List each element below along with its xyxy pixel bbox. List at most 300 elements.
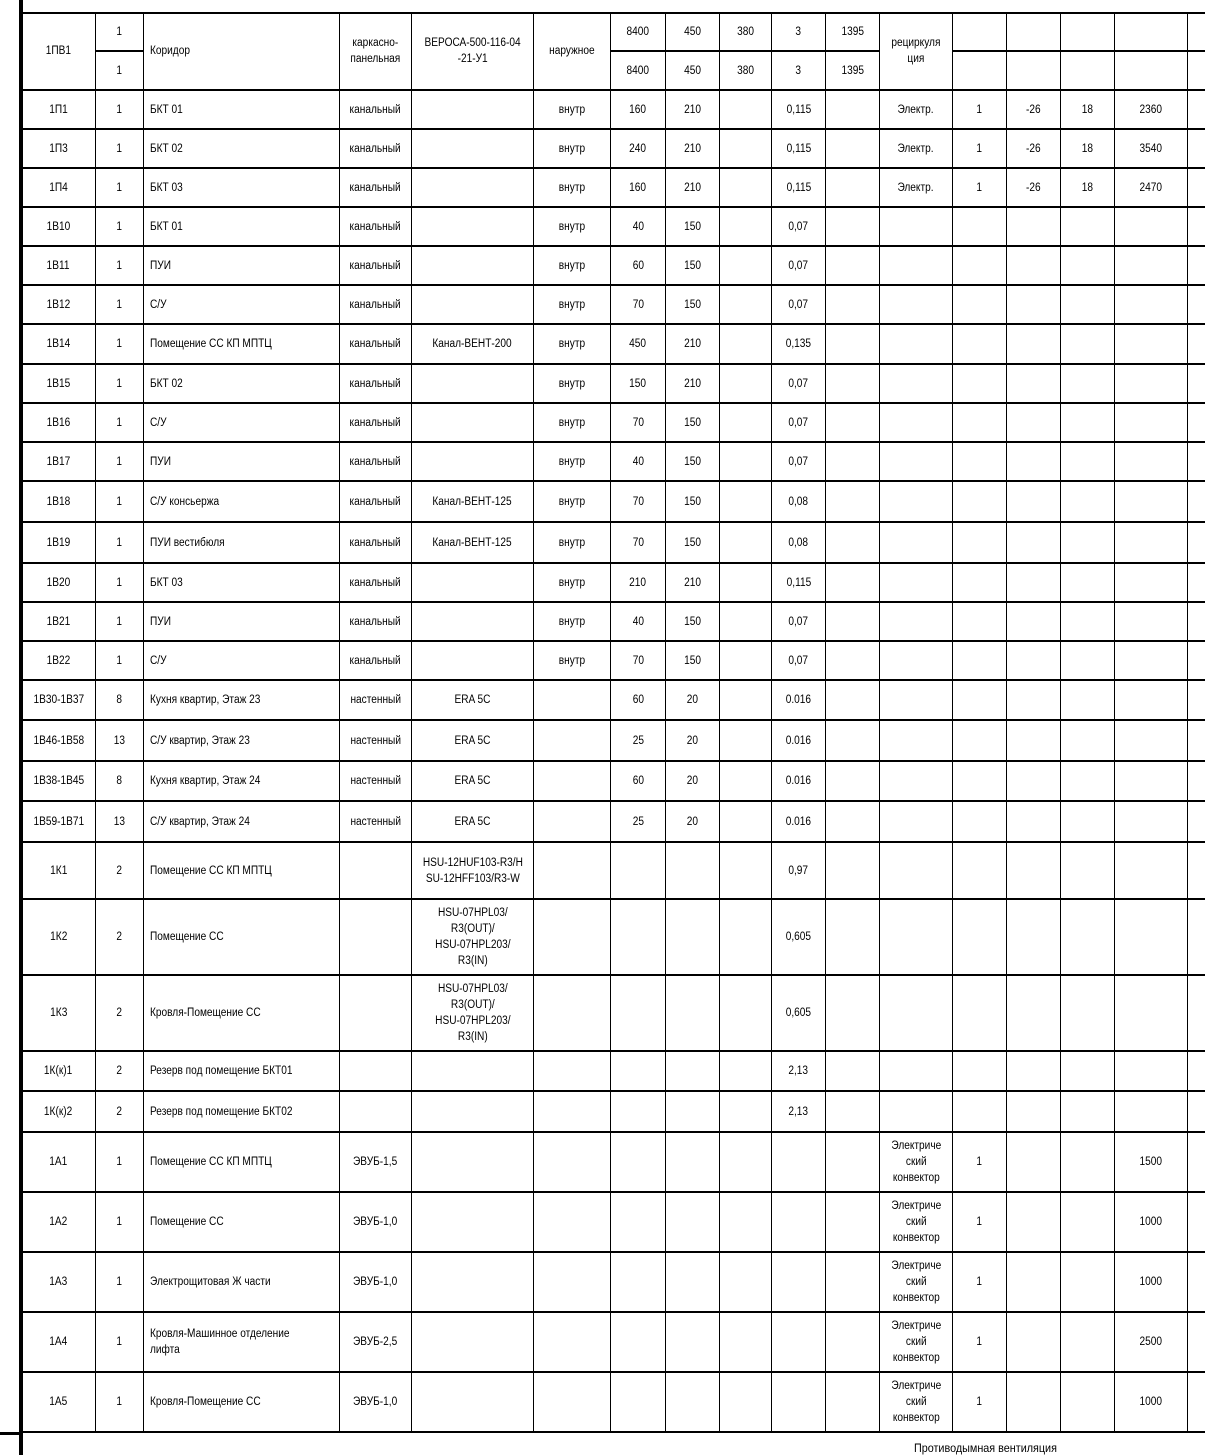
- cell-text: 1В30-1В37: [33, 694, 84, 706]
- cell-room: [144, 208, 340, 247]
- cell-c2: [666, 169, 720, 208]
- cell-qty: [96, 642, 144, 681]
- cell-id: [22, 130, 96, 169]
- cell-id: [22, 681, 96, 721]
- cell-text: 150: [684, 536, 701, 549]
- cell-heating: [880, 523, 953, 564]
- cell-text: канальный: [349, 338, 402, 350]
- cell-c2: [666, 13, 720, 52]
- cell-text: внутр: [558, 259, 586, 272]
- cell-text: ПУИ: [150, 615, 171, 628]
- cell-text: 1В14: [46, 338, 71, 350]
- cell-power: [1115, 247, 1188, 286]
- cell-room: [144, 443, 340, 482]
- cell-type: [340, 365, 412, 404]
- cell-heating: [880, 843, 953, 900]
- cell-extra: [1188, 130, 1205, 169]
- cell-room: [144, 325, 340, 365]
- cell-text: Электр.: [897, 103, 935, 116]
- cell-qty: [96, 843, 144, 900]
- cell-power: [1115, 286, 1188, 325]
- cell-heating: [880, 1313, 953, 1373]
- cell-t-in: [1061, 603, 1115, 642]
- cell-t-in: [1061, 642, 1115, 681]
- cell-model: [412, 208, 534, 247]
- cell-c5: [826, 13, 880, 52]
- cell-text: 18: [1081, 181, 1094, 194]
- cell-text: БКТ 01: [150, 103, 183, 116]
- cell-h-qty: [953, 13, 1007, 52]
- cell-c3: [720, 1092, 772, 1133]
- cell-text: 160: [629, 181, 647, 194]
- cell-text: 1В18: [46, 495, 71, 508]
- cell-text: 1А3: [49, 1276, 68, 1288]
- cell-qty: [96, 1052, 144, 1092]
- cell-c4: [772, 13, 826, 52]
- cell-text: 1П1: [49, 103, 68, 116]
- cell-c5: [826, 91, 880, 130]
- cell-text: Канал-ВЕНТ-200: [432, 338, 513, 350]
- cell-text: Помещение СС: [150, 931, 224, 943]
- cell-type: [340, 404, 412, 443]
- cell-c2: [666, 208, 720, 247]
- cell-id: [22, 1133, 96, 1193]
- cell-c3: [720, 564, 772, 603]
- cell-t-in: [1061, 208, 1115, 247]
- cell-id: [22, 443, 96, 482]
- cell-c1: [611, 1313, 666, 1373]
- cell-text: 70: [632, 416, 644, 429]
- cell-text: внутр: [558, 298, 586, 311]
- cell-id: [22, 286, 96, 325]
- cell-c5: [826, 1373, 880, 1433]
- cell-text: 0.016: [785, 815, 812, 828]
- cell-heating: [880, 286, 953, 325]
- cell-c5: [826, 762, 880, 802]
- cell-text: Электриче ский конвектор: [891, 1260, 941, 1304]
- cell-model: [412, 802, 534, 843]
- cell-extra: [1188, 208, 1205, 247]
- cell-c4: [772, 208, 826, 247]
- cell-heating: [880, 1193, 953, 1253]
- cell-qty: [96, 564, 144, 603]
- cell-model: [412, 169, 534, 208]
- cell-room: [144, 1193, 340, 1253]
- cell-id: [22, 325, 96, 365]
- cell-text: 0,07: [788, 259, 809, 272]
- cell-model: [412, 721, 534, 762]
- cell-c1: [611, 169, 666, 208]
- cell-h-qty: [953, 843, 1007, 900]
- cell-c2: [666, 564, 720, 603]
- cell-text: 0,115: [786, 576, 811, 589]
- cell-id: [22, 208, 96, 247]
- cell-text: 8400: [626, 25, 650, 38]
- cell-text: внутр: [558, 142, 586, 155]
- cell-text: 1395: [841, 25, 864, 38]
- cell-c4: [772, 1313, 826, 1373]
- cell-t-in: [1061, 1133, 1115, 1193]
- cell-t-in: [1061, 1052, 1115, 1092]
- cell-power: [1115, 642, 1188, 681]
- cell-text: наружное: [549, 45, 595, 57]
- cell-c4: [772, 900, 826, 976]
- cell-extra: [1188, 13, 1205, 52]
- cell-power: [1115, 325, 1188, 365]
- cell-h-qty: [953, 564, 1007, 603]
- cell-text: 1В16: [46, 416, 71, 429]
- cell-qty: [96, 482, 144, 523]
- cell-text: Электр.: [897, 142, 935, 155]
- cell-c4: [772, 762, 826, 802]
- cell-text: С/У квартир, Этаж 23: [150, 734, 250, 747]
- cell-text: 1В12: [46, 298, 71, 311]
- cell-text: 18: [1081, 142, 1094, 155]
- cell-text: канальный: [349, 103, 402, 116]
- cell-text: рециркуля ция: [891, 37, 941, 65]
- cell-c4: [772, 443, 826, 482]
- cell-c3: [720, 976, 772, 1052]
- cell-text: 0,07: [788, 455, 809, 468]
- cell-c2: [666, 762, 720, 802]
- cell-text: 450: [684, 25, 701, 38]
- cell-room: [144, 1253, 340, 1313]
- cell-c3: [720, 1133, 772, 1193]
- cell-text: ЭВУБ-2,5: [353, 1336, 398, 1348]
- cell-extra: [1188, 1253, 1205, 1313]
- cell-heating: [880, 404, 953, 443]
- cell-h-qty: [953, 286, 1007, 325]
- cell-c4: [772, 1133, 826, 1193]
- cell-c5: [826, 721, 880, 762]
- cell-text: настенный: [350, 815, 401, 828]
- cell-text: С/У консьержа: [150, 495, 220, 508]
- cell-c3: [720, 404, 772, 443]
- cell-text: 1: [116, 220, 123, 233]
- cell-text: 60: [632, 775, 644, 787]
- cell-text: 2500: [1139, 1336, 1163, 1348]
- cell-qty: [96, 13, 144, 52]
- cell-room: [144, 130, 340, 169]
- cell-c1: [611, 1133, 666, 1193]
- cell-text: канальный: [349, 416, 402, 429]
- cell-power: [1115, 169, 1188, 208]
- cell-text: 1500: [1139, 1156, 1163, 1168]
- cell-c2: [666, 365, 720, 404]
- cell-c4: [772, 91, 826, 130]
- cell-power: [1115, 1313, 1188, 1373]
- cell-c2: [666, 603, 720, 642]
- cell-c1: [611, 1193, 666, 1253]
- cell-c4: [772, 404, 826, 443]
- cell-c5: [826, 286, 880, 325]
- cell-text: 1В20: [46, 576, 71, 589]
- cell-type: [340, 169, 412, 208]
- cell-text: 240: [629, 142, 647, 155]
- cell-qty: [96, 130, 144, 169]
- cell-t-in: [1061, 1253, 1115, 1313]
- cell-text: 0,605: [785, 1007, 812, 1019]
- cell-heating: [880, 564, 953, 603]
- cell-c1: [611, 1253, 666, 1313]
- cell-c2: [666, 482, 720, 523]
- cell-t-in: [1061, 564, 1115, 603]
- cell-t-out: [1007, 642, 1061, 681]
- cell-c1: [611, 603, 666, 642]
- cell-text: 70: [632, 495, 644, 508]
- cell-text: 210: [684, 142, 701, 155]
- cell-text: 210: [684, 576, 701, 589]
- cell-text: 1: [116, 1336, 123, 1348]
- cell-c5: [826, 802, 880, 843]
- cell-power: [1115, 482, 1188, 523]
- cell-text: 2360: [1139, 103, 1163, 116]
- cell-c2: [666, 443, 720, 482]
- cell-text: 1: [976, 142, 983, 155]
- cell-extra: [1188, 325, 1205, 365]
- cell-heating: [880, 482, 953, 523]
- cell-type: [340, 208, 412, 247]
- cell-t-out: [1007, 843, 1061, 900]
- cell-qty: [96, 1193, 144, 1253]
- cell-c5: [826, 1313, 880, 1373]
- cell-text: 1В22: [46, 654, 71, 667]
- cell-text: -26: [1026, 103, 1041, 116]
- cell-text: HSU-12HUF103-R3/H SU-12HFF103/R3-W: [422, 856, 523, 885]
- cell-text: 2,13: [788, 1105, 809, 1118]
- cell-model: [412, 482, 534, 523]
- cell-t-out: [1007, 1373, 1061, 1433]
- cell-t-out: [1007, 721, 1061, 762]
- cell-t-in: [1061, 1193, 1115, 1253]
- cell-text: внутр: [558, 615, 586, 628]
- cell-location: [534, 1193, 611, 1253]
- cell-text: 20: [686, 775, 699, 787]
- cell-t-in: [1061, 443, 1115, 482]
- cell-model: [412, 1133, 534, 1193]
- cell-text: настенный: [350, 694, 401, 706]
- cell-model: [412, 1373, 534, 1433]
- cell-t-in: [1061, 1373, 1115, 1433]
- cell-c2: [666, 286, 720, 325]
- cell-c1: [611, 52, 666, 91]
- cell-text: 1: [116, 495, 123, 508]
- cell-qty: [96, 523, 144, 564]
- cell-location: [534, 365, 611, 404]
- cell-c2: [666, 1133, 720, 1193]
- cell-location: [534, 443, 611, 482]
- cell-text: Кровля-Машинное отделение лифта: [150, 1328, 290, 1356]
- cell-extra: [1188, 564, 1205, 603]
- cell-c5: [826, 443, 880, 482]
- cell-text: каркасно- панельная: [350, 37, 401, 65]
- cell-qty: [96, 802, 144, 843]
- cell-id: [22, 564, 96, 603]
- cell-t-out: [1007, 247, 1061, 286]
- cell-t-out: [1007, 1052, 1061, 1092]
- cell-c5: [826, 247, 880, 286]
- cell-type: [340, 1313, 412, 1373]
- cell-c4: [772, 286, 826, 325]
- cell-t-in: [1061, 762, 1115, 802]
- cell-t-out: [1007, 762, 1061, 802]
- cell-text: 3: [795, 64, 802, 77]
- cell-text: канальный: [349, 220, 402, 233]
- cell-type: [340, 843, 412, 900]
- cell-h-qty: [953, 976, 1007, 1052]
- cell-text: канальный: [349, 298, 402, 311]
- cell-text: 1К3: [49, 1007, 68, 1019]
- cell-extra: [1188, 1092, 1205, 1133]
- cell-room: [144, 286, 340, 325]
- cell-text: 1395: [841, 64, 864, 77]
- cell-c4: [772, 1373, 826, 1433]
- cell-t-in: [1061, 325, 1115, 365]
- cell-c5: [826, 169, 880, 208]
- cell-text: 1000: [1139, 1276, 1163, 1288]
- cell-location: [534, 404, 611, 443]
- cell-id: [22, 91, 96, 130]
- cell-extra: [1188, 404, 1205, 443]
- cell-text: 20: [686, 815, 699, 828]
- cell-room: [144, 1092, 340, 1133]
- cell-location: [534, 91, 611, 130]
- cell-room: [144, 365, 340, 404]
- cell-text: 1: [976, 1156, 983, 1168]
- cell-location: [534, 681, 611, 721]
- cell-qty: [96, 1092, 144, 1133]
- cell-c4: [772, 325, 826, 365]
- cell-text: 2: [116, 1007, 123, 1019]
- cell-text: Кухня квартир, Этаж 23: [150, 694, 261, 706]
- cell-room: [144, 762, 340, 802]
- cell-heating: [880, 681, 953, 721]
- cell-model: [412, 365, 534, 404]
- cell-h-qty: [953, 762, 1007, 802]
- cell-c4: [772, 523, 826, 564]
- cell-text: 450: [684, 64, 701, 77]
- cell-text: ЭВУБ-1,0: [353, 1396, 398, 1408]
- cell-text: 2: [116, 1105, 123, 1118]
- cell-room: [144, 1313, 340, 1373]
- cell-text: БКТ 02: [150, 142, 183, 155]
- cell-t-in: [1061, 247, 1115, 286]
- cell-extra: [1188, 286, 1205, 325]
- cell-power: [1115, 1253, 1188, 1313]
- cell-text: 1В46-1В58: [33, 734, 84, 747]
- cell-room: [144, 404, 340, 443]
- cell-text: внутр: [558, 455, 586, 468]
- cell-power: [1115, 900, 1188, 976]
- cell-c2: [666, 404, 720, 443]
- cell-location: [534, 325, 611, 365]
- cell-text: 20: [686, 734, 699, 747]
- cell-text: 1: [116, 1156, 123, 1168]
- cell-power: [1115, 1133, 1188, 1193]
- cell-c1: [611, 13, 666, 52]
- cell-text: внутр: [558, 103, 586, 116]
- cell-h-qty: [953, 91, 1007, 130]
- cell-id: [22, 482, 96, 523]
- cell-c2: [666, 325, 720, 365]
- cell-text: настенный: [350, 734, 401, 747]
- cell-room: [144, 91, 340, 130]
- cell-text: БКТ 03: [150, 181, 183, 194]
- cell-text: ЭВУБ-1,0: [353, 1276, 398, 1288]
- cell-room: [144, 523, 340, 564]
- cell-c5: [826, 681, 880, 721]
- section-caption: Противодымная вентиляция: [913, 1441, 1057, 1455]
- cell-qty: [96, 365, 144, 404]
- cell-t-in: [1061, 900, 1115, 976]
- cell-text: 13: [113, 815, 126, 828]
- cell-text: 0,115: [786, 142, 811, 155]
- cell-type: [340, 900, 412, 976]
- cell-c3: [720, 721, 772, 762]
- cell-text: Канал-ВЕНТ-125: [432, 495, 513, 508]
- cell-text: 150: [684, 455, 701, 468]
- cell-type: [340, 523, 412, 564]
- cell-t-out: [1007, 1092, 1061, 1133]
- cell-model: [412, 900, 534, 976]
- cell-text: Канал-ВЕНТ-125: [432, 536, 513, 549]
- cell-location: [534, 564, 611, 603]
- cell-c5: [826, 843, 880, 900]
- cell-extra: [1188, 1313, 1205, 1373]
- cell-t-in: [1061, 13, 1115, 52]
- cell-power: [1115, 208, 1188, 247]
- cell-text: 1А5: [49, 1396, 68, 1408]
- cell-heating: [880, 642, 953, 681]
- cell-c1: [611, 443, 666, 482]
- cell-model: [412, 603, 534, 642]
- cell-model: [412, 564, 534, 603]
- cell-model: [412, 1253, 534, 1313]
- cell-text: 2: [116, 1065, 123, 1077]
- cell-text: -26: [1026, 142, 1041, 155]
- cell-location: [534, 1052, 611, 1092]
- cell-power: [1115, 52, 1188, 91]
- cell-location: [534, 1092, 611, 1133]
- cell-text: 13: [113, 734, 126, 747]
- cell-h-qty: [953, 1373, 1007, 1433]
- cell-text: 1: [116, 25, 123, 38]
- cell-text: С/У: [150, 416, 167, 429]
- cell-power: [1115, 365, 1188, 404]
- cell-text: Помещение СС: [150, 1216, 224, 1228]
- cell-c4: [772, 721, 826, 762]
- cell-c4: [772, 1052, 826, 1092]
- cell-text: 380: [737, 64, 754, 77]
- cell-text: 1В19: [46, 536, 71, 549]
- cell-id: [22, 900, 96, 976]
- cell-text: Помещение СС КП МПТЦ: [150, 864, 272, 877]
- cell-c3: [720, 286, 772, 325]
- cell-c4: [772, 1193, 826, 1253]
- cell-t-out: [1007, 130, 1061, 169]
- cell-t-in: [1061, 286, 1115, 325]
- cell-text: БКТ 02: [150, 377, 183, 390]
- cell-c2: [666, 721, 720, 762]
- cell-c3: [720, 52, 772, 91]
- cell-room: [144, 642, 340, 681]
- cell-c2: [666, 1092, 720, 1133]
- cell-text: канальный: [349, 181, 402, 194]
- cell-text: 1: [116, 455, 123, 468]
- cell-text: 1: [116, 1276, 123, 1288]
- cell-model: [412, 443, 534, 482]
- cell-text: 1В17: [46, 455, 71, 468]
